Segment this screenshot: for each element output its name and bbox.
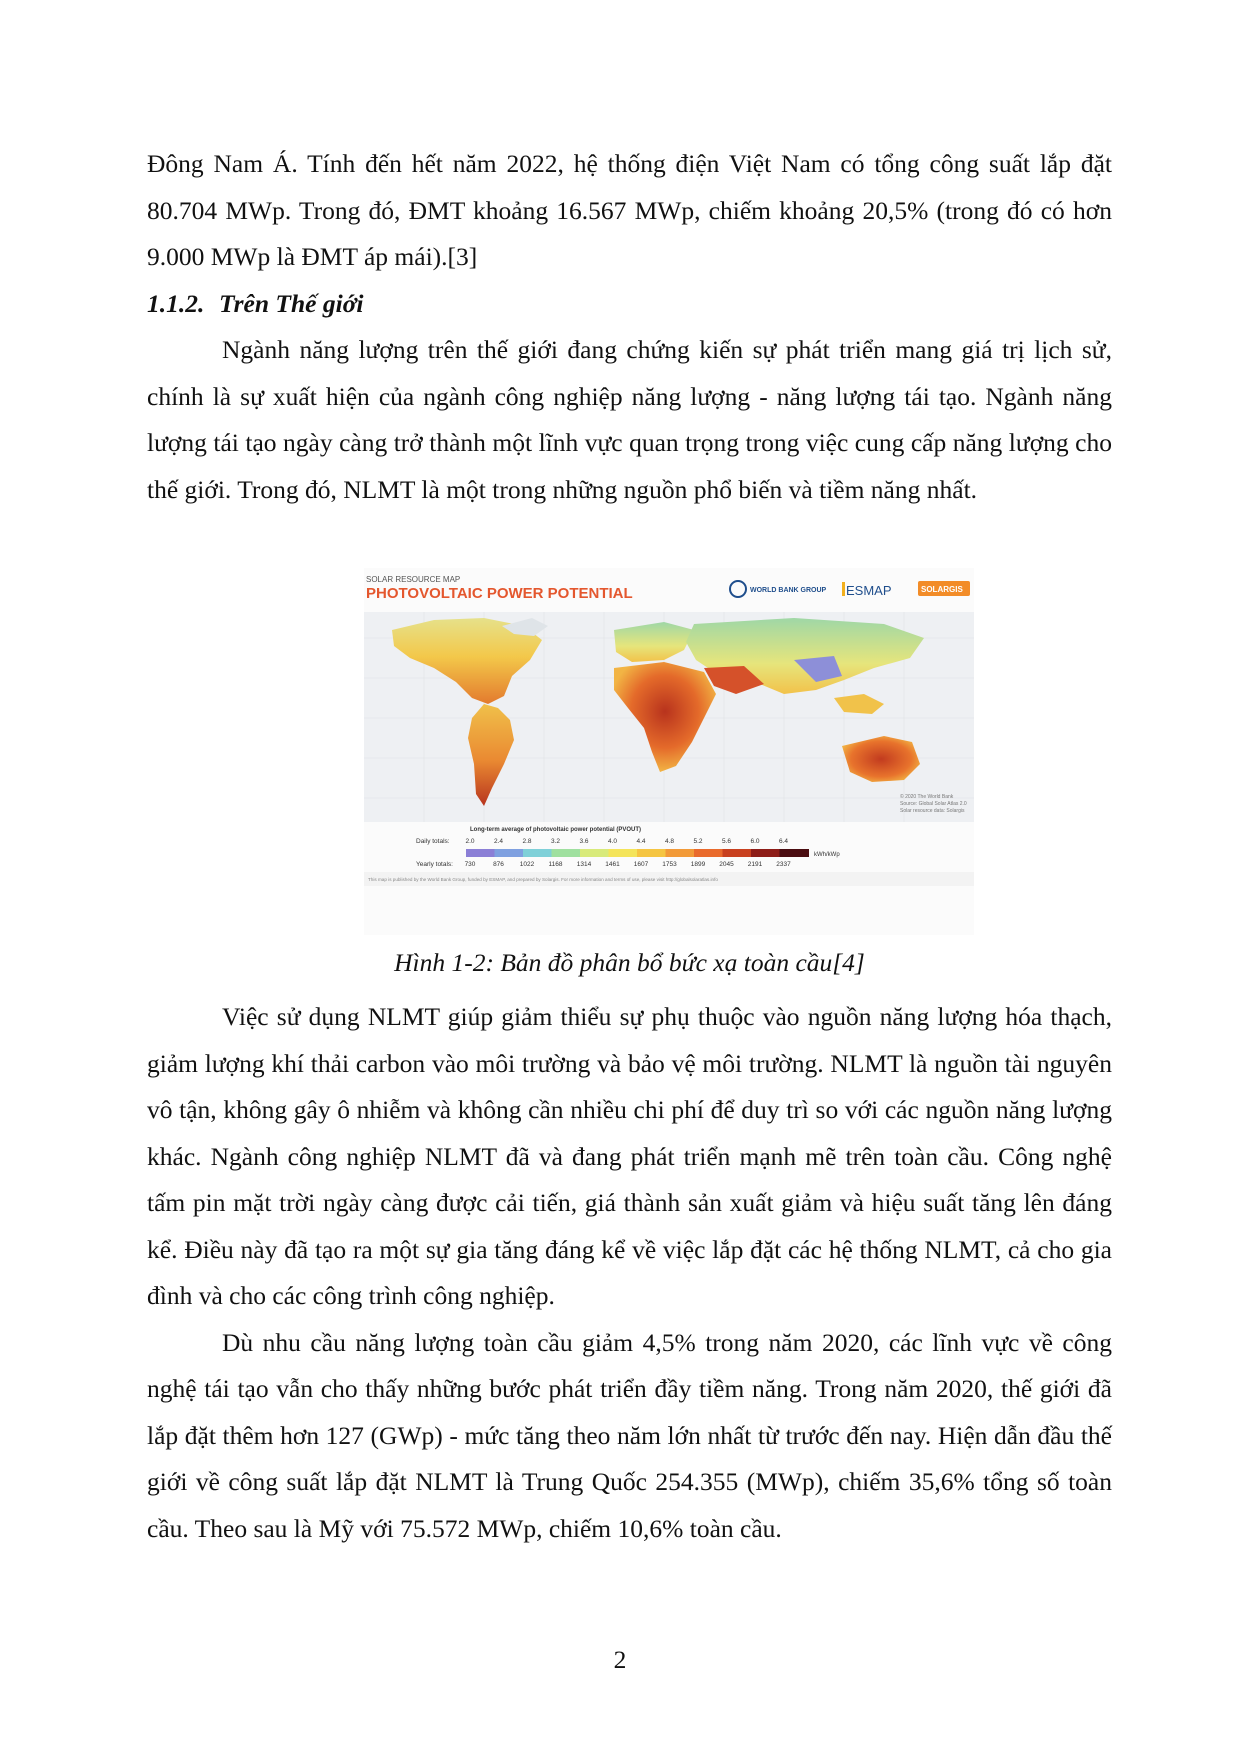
legend-yearly-tick: 2045 (719, 861, 734, 868)
legend-yearly-tick: 1314 (576, 861, 592, 868)
legend-color-swatch (637, 849, 667, 857)
legend-daily-tick: 4.0 (607, 838, 618, 845)
legend-yearly-tick: 2337 (776, 861, 791, 868)
page-number: 2 (613, 1645, 627, 1674)
top-text (147, 141, 1112, 513)
legend-daily-values (465, 838, 788, 845)
map-title: PHOTOVOLTAIC POWER POTENTIAL (366, 585, 633, 602)
paragraph-world-energy: Ngành năng lượng trên thế giới đang chứng kiến sự phát triển mang giá trị lịch sử, chính là sự xuất hiện của ngành công nghiệp năng lượng - năng lượng tái tạo. Ngành năng lượng tái tạo ngày càng trở thành một lĩnh vực quan trọng trong việc cung cấp năng lượng cho thế giới. Trong đó, NLMT là một trong những nguồn phổ biến và tiềm năng nhất. (147, 335, 1112, 504)
legend-color-swatch (694, 849, 724, 857)
legend-daily-tick: 6.0 (750, 838, 760, 845)
legend-yearly-label: Yearly totals: (416, 861, 453, 868)
legend-color-swatch (666, 849, 696, 857)
legend-yearly-values (465, 861, 792, 868)
legend-color-swatch (751, 849, 781, 857)
bottom-text (147, 994, 1112, 1552)
legend-color-scale (466, 849, 809, 857)
world-bank-globe-icon (730, 581, 746, 597)
legend-yearly-tick: 1607 (633, 861, 649, 868)
legend-daily-tick: 4.4 (636, 838, 646, 845)
legend-daily-tick: 2.4 (493, 838, 504, 845)
esmap-logo-text: ESMAP (846, 583, 892, 598)
legend-yearly-tick: 1461 (605, 861, 620, 868)
legend-yearly-tick: 1899 (690, 861, 706, 868)
legend-color-swatch (780, 849, 810, 857)
legend-yearly-tick: 1022 (519, 861, 535, 868)
legend-daily-tick: 2.0 (465, 838, 475, 845)
map-supertitle: SOLAR RESOURCE MAP (366, 575, 461, 584)
legend-color-swatch (466, 849, 496, 857)
paragraph-intro: Đông Nam Á. Tính đến hết năm 2022, hệ thống điện Việt Nam có tổng công suất lắp đặt 80.704 MWp. Trong đó, ĐMT khoảng 16.567 MWp, chiếm khoảng 20,5% (trong đó có hơn 9.000 MWp là ĐMT áp mái).[3] (147, 149, 1112, 271)
legend-title: Long-term average of photovoltaic power potential (PVOUT) (470, 827, 642, 833)
section-number: 1.1.2. (147, 288, 205, 318)
esmap-logo-mark (842, 582, 845, 596)
legend-color-swatch (580, 849, 610, 857)
legend-color-swatch (523, 849, 553, 857)
map-footer-text: This map is published by the World Bank Group, funded by ESMAP, and prepared by Solargis. For more information and terms of use, please visit http://globalsolaratlas.info (368, 877, 718, 882)
legend-yearly-tick: 730 (464, 861, 476, 868)
legend-daily-label: Daily totals: (416, 838, 450, 845)
map-copyright-line-1: © 2020 The World Bank (900, 794, 954, 800)
legend-daily-tick: 6.4 (778, 838, 789, 845)
section-title: Trên Thế giới (219, 288, 364, 318)
legend-yearly-tick: 1753 (662, 861, 677, 868)
legend-daily-tick: 4.8 (664, 838, 675, 845)
map-copyright-line-3: Solar resource data: Solargis (900, 808, 965, 814)
legend-daily-tick: 2.8 (522, 838, 532, 845)
legend-daily-tick: 5.2 (693, 838, 703, 845)
section-heading (147, 281, 1112, 328)
legend-unit: kWh/kWp (814, 852, 840, 858)
paragraph-solar-benefits: Việc sử dụng NLMT giúp giảm thiểu sự phụ thuộc vào nguồn năng lượng hóa thạch, giảm lượng khí thải carbon vào môi trường và bảo vệ môi trường. NLMT là nguồn tài nguyên vô tận, không gây ô nhiễm và không cần nhiều chi phí để duy trì so với các nguồn năng lượng khác. Ngành công nghiệp NLMT đã và đang phát triển mạnh mẽ trên toàn cầu. Công nghệ tấm pin mặt trời ngày càng được cải tiến, giá thành sản xuất giảm và hiệu suất tăng lên đáng kể. Điều này đã tạo ra một sự gia tăng đáng kể về việc lắp đặt các hệ thống NLMT, cả cho gia đình và cho các công trình công nghiệp. (147, 1002, 1112, 1310)
figure-caption: Hình 1-2: Bản đồ phân bổ bức xạ toàn cầu[4] (394, 948, 865, 977)
legend-color-swatch (495, 849, 525, 857)
legend-color-swatch (552, 849, 582, 857)
map-graphic (364, 568, 974, 935)
legend-daily-tick: 3.6 (579, 838, 589, 845)
legend-yearly-tick: 876 (493, 861, 504, 868)
solar-resource-map-figure (364, 568, 974, 935)
legend-daily-tick: 3.2 (550, 838, 561, 845)
map-copyright-line-2: Source: Global Solar Atlas 2.0 (900, 801, 967, 807)
legend-daily-tick: 5.6 (721, 838, 732, 845)
legend-yearly-tick: 2191 (747, 861, 763, 868)
legend-yearly-tick: 1168 (548, 861, 563, 868)
legend-color-swatch (723, 849, 753, 857)
world-bank-logo-text: WORLD BANK GROUP (750, 587, 827, 594)
paragraph-capacity-stats: Dù nhu cầu năng lượng toàn cầu giảm 4,5% trong năm 2020, các lĩnh vực về công nghệ tái tạo vẫn cho thấy những bước phát triển đầy tiềm năng. Trong năm 2020, thế giới đã lắp đặt thêm hơn 127 (GWp) - mức tăng theo năm lớn nhất từ trước đến nay. Hiện dẫn đầu thế giới về công suất lắp đặt NLMT là Trung Quốc 254.355 (MWp), chiếm 35,6% tổng số toàn cầu. Theo sau là Mỹ với 75.572 MWp, chiếm 10,6% toàn cầu. (147, 1327, 1112, 1543)
solargis-logo-text: SOLARGIS (921, 585, 963, 594)
legend-color-swatch (609, 849, 639, 857)
